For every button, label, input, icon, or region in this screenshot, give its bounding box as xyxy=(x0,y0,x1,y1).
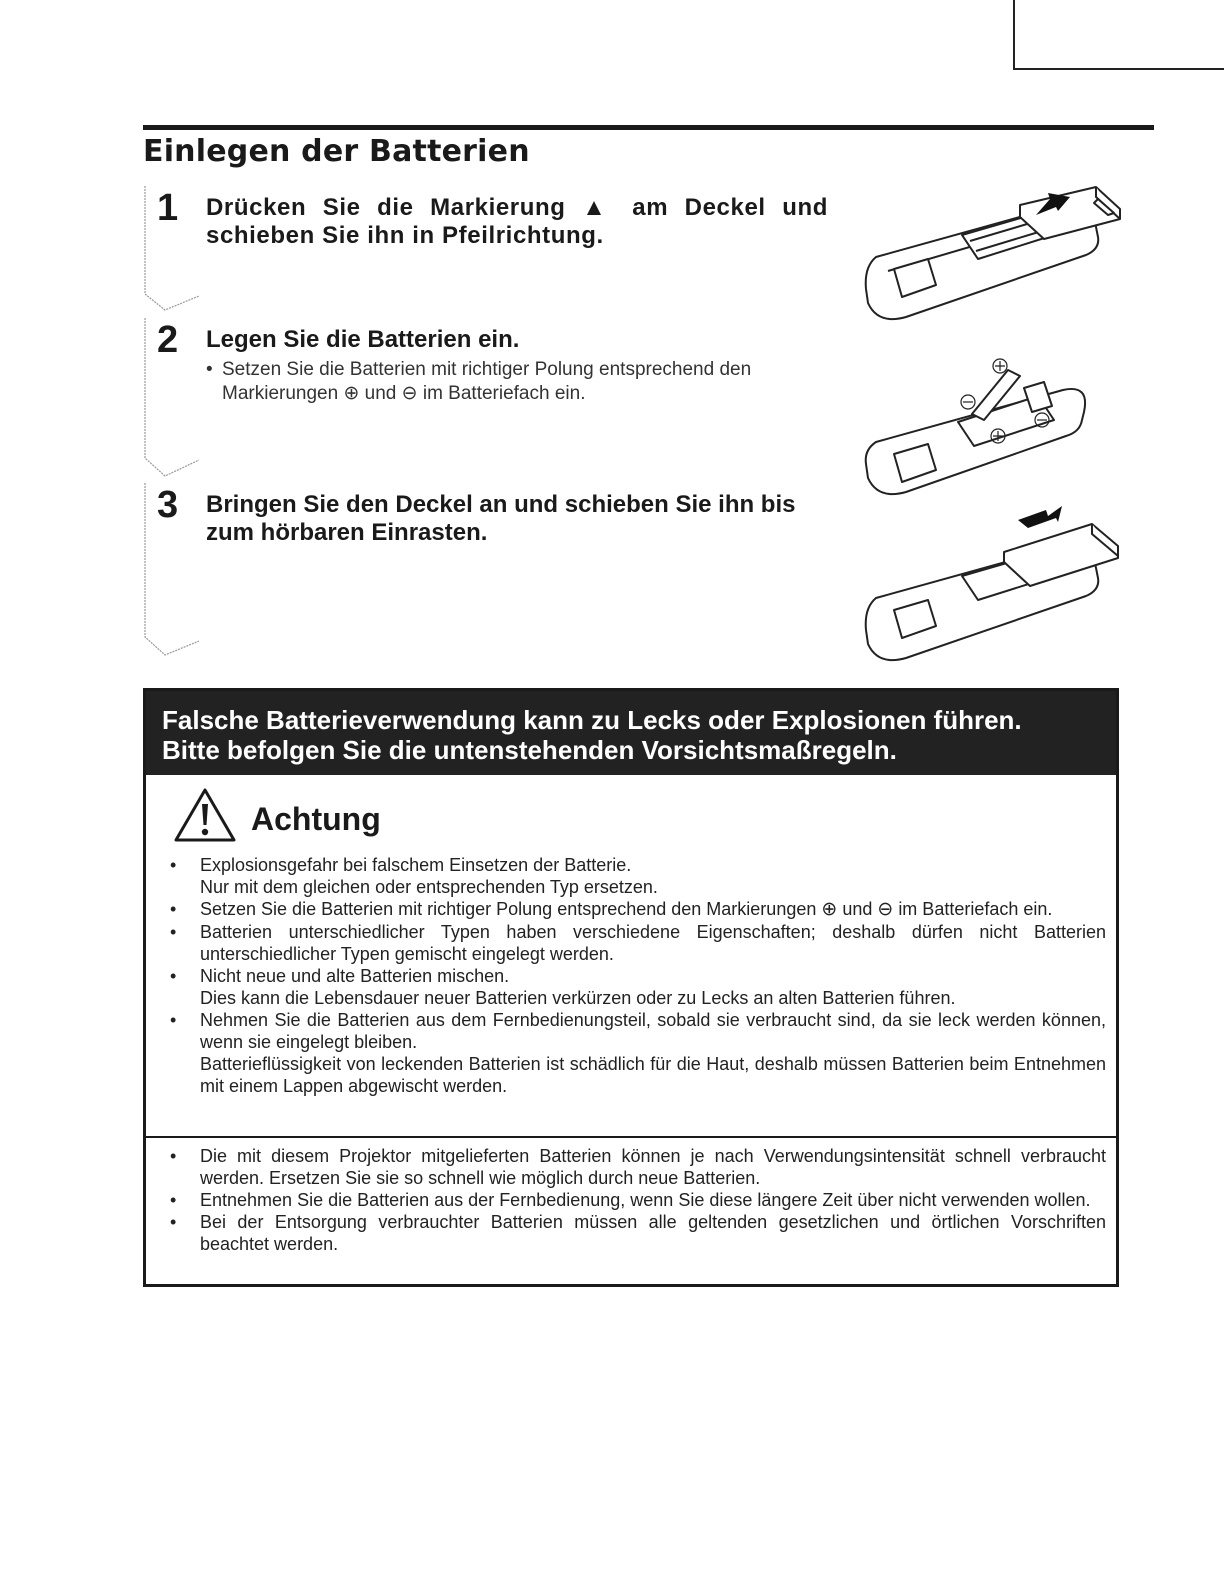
warning-header xyxy=(146,691,1116,775)
list-item xyxy=(166,1189,1106,1211)
step-heading: Legen Sie die Batterien ein. xyxy=(206,326,520,353)
step-number: 2 xyxy=(157,319,179,361)
instruction-text: im Batteriefach ein. xyxy=(422,383,586,404)
step-heading: Drücken Sie die Markierung ▲ am Deckel und schieben Sie ihn in Pfeilrichtung. xyxy=(206,194,828,249)
list-item-text: Dies kann die Lebensdauer neuer Batterien verkürzen oder zu Lecks an alten Batterien führen. xyxy=(200,988,956,1008)
list-item xyxy=(166,921,1106,965)
caution-title: Achtung xyxy=(251,801,381,837)
caution-list xyxy=(166,854,1106,1097)
instruction-text: Markierungen xyxy=(222,383,339,404)
bullet: • xyxy=(206,359,213,380)
list-item xyxy=(166,1009,1106,1097)
list-item-text-part: und xyxy=(842,899,873,919)
step-instruction xyxy=(206,358,846,406)
list-item xyxy=(166,965,1106,1009)
list-item-text: • Explosionsgefahr bei falschem Einsetzen der Batterie. xyxy=(200,855,632,875)
list-item-text-part: Setzen Sie die Batterien mit richtiger Polung entsprechend den Markierungen xyxy=(200,899,817,919)
minus-icon: ⊖ xyxy=(877,899,894,920)
warning-header-line: Bitte befolgen Sie die untenstehenden Vorsichtsmaßregeln. xyxy=(162,735,897,765)
list-item-text: • Bei der Entsorgung verbrauchter Batterien müssen alle geltenden gesetzlichen und örtlichen Vorschriften beachtet werden. xyxy=(200,1212,1106,1254)
list-item xyxy=(166,898,1106,921)
page-corner-box xyxy=(1013,0,1224,70)
remote-insert-batteries-illustration xyxy=(858,350,1123,500)
step-2 xyxy=(143,318,843,483)
list-item-text xyxy=(200,898,1106,921)
divider xyxy=(146,1136,1116,1138)
list-item xyxy=(166,854,1106,898)
list-item-text: • Batterien unterschiedlicher Typen haben verschiedene Eigenschaften; deshalb dürfen nicht Batterien unterschiedlicher Typen gemischt eingelegt werden. xyxy=(200,922,1106,964)
list-item-text-part: im Batteriefach ein. xyxy=(898,899,1053,919)
list-item-text: Nur mit dem gleichen oder entsprechenden Typ ersetzen. xyxy=(200,877,658,897)
step-number: 1 xyxy=(157,187,179,229)
list-item-text: • Entnehmen Sie die Batterien aus der Fernbedienung, wenn Sie diese längere Zeit über nicht verwenden wollen. xyxy=(200,1190,1091,1210)
instruction-text: und xyxy=(364,383,397,404)
section-rule xyxy=(143,125,1154,130)
remote-close-cover-illustration xyxy=(858,500,1123,665)
plus-icon: ⊕ xyxy=(343,383,360,404)
remote-open-cover-illustration xyxy=(858,185,1123,330)
list-item xyxy=(166,1145,1106,1189)
minus-icon: ⊖ xyxy=(401,383,418,404)
step-number: 3 xyxy=(157,484,179,526)
warning-triangle-icon xyxy=(173,787,237,843)
list-item xyxy=(166,1211,1106,1255)
battery-warning-box xyxy=(143,688,1119,1287)
instruction-text: Setzen Sie die Batterien mit richtiger Polung entsprechend den xyxy=(222,359,752,380)
step-3 xyxy=(143,483,843,663)
plus-icon: ⊕ xyxy=(821,899,838,920)
section-title: Einlegen der Batterien xyxy=(143,134,530,169)
step-1 xyxy=(143,186,843,316)
list-item-text: • Nehmen Sie die Batterien aus dem Fernbedienungsteil, sobald sie verbraucht sind, da sie leck werden können, wenn sie eingelegt bleiben. xyxy=(200,1010,1106,1052)
warning-header-line: Falsche Batterieverwendung kann zu Lecks oder Explosionen führen. xyxy=(162,705,1022,735)
list-item-text: • Die mit diesem Projektor mitgelieferten Batterien können je nach Verwendungsintensität schnell verbraucht werden. Ersetzen Sie sie so schnell wie möglich durch neue Batterien. xyxy=(200,1146,1106,1188)
list-item-text: Batterieflüssigkeit von leckenden Batterien ist schädlich für die Haut, deshalb müssen Batterien beim Entnehmen mit einem Lappen abgewischt werden. xyxy=(200,1054,1106,1096)
list-item-text: • Nicht neue und alte Batterien mischen. xyxy=(200,966,510,986)
notes-list xyxy=(166,1145,1106,1255)
step-heading: Bringen Sie den Deckel an und schieben Sie ihn bis zum hörbaren Einrasten. xyxy=(206,491,796,546)
